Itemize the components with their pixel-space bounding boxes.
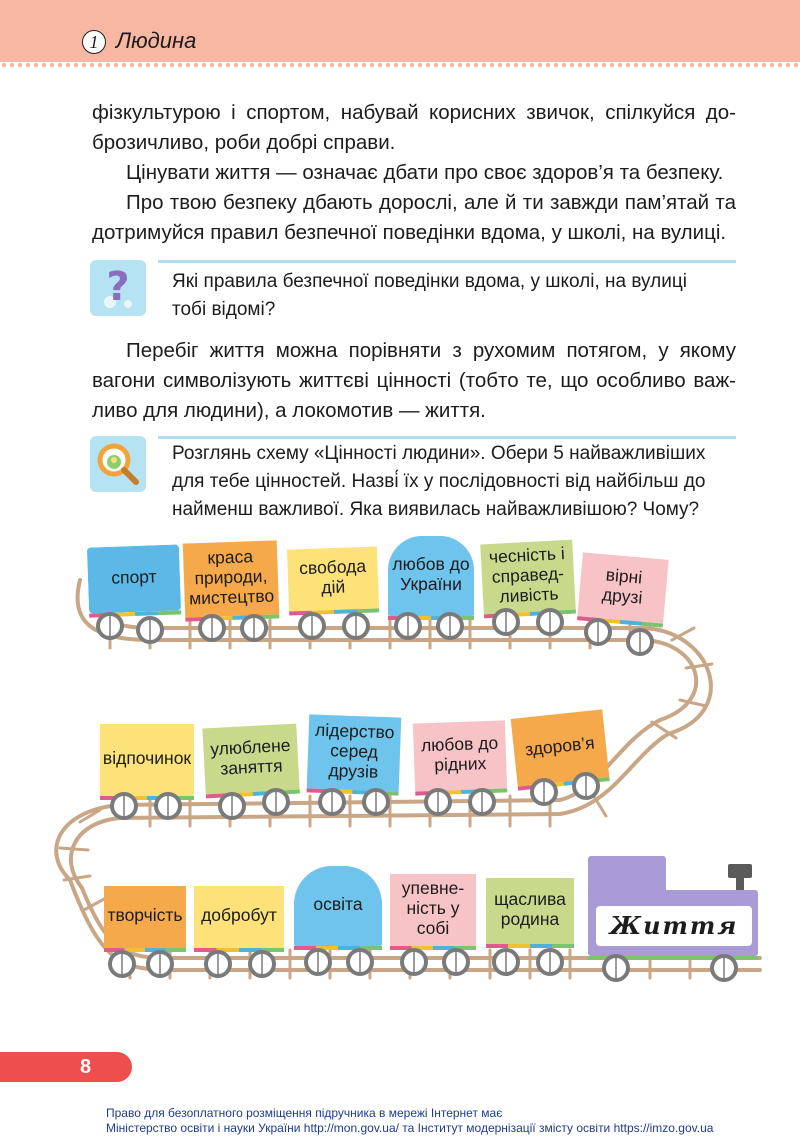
task-line: найменш важливої. Яка виявилась найважливішою? Чому? bbox=[172, 499, 700, 520]
value-label: упевне-ність у собі bbox=[401, 878, 465, 938]
footer-notice bbox=[106, 1106, 746, 1136]
footer-line: Право для безоплатного розміщення підручника в мережі Інтернет має bbox=[106, 1106, 503, 1120]
value-label: любов до України bbox=[392, 554, 470, 594]
value-label: краса природи, мистецтво bbox=[188, 546, 275, 609]
value-label: вірні друзі bbox=[601, 564, 644, 608]
task-line: тобі відомі? bbox=[172, 299, 276, 320]
intro-line: Про твою безпеку дбають дорослі, але й ти завжди пам’ятай та bbox=[126, 191, 736, 214]
task-line: для тебе цінностей. Назві́ їх у послідовності від найбільш до bbox=[172, 471, 706, 492]
train-line: вагони символізують життєві цінності (тобто те, що особливо важ- bbox=[92, 369, 736, 392]
value-label: лідерство серед друзів bbox=[314, 719, 395, 782]
task-line: Які правила безпечної поведінки вдома, у школі, на вулиці bbox=[172, 271, 687, 292]
value-label: добробут bbox=[201, 905, 277, 925]
train-line: Перебіг життя можна порівняти з рухомим потягом, у якому bbox=[126, 339, 736, 362]
task-line: Розглянь схему «Цінності людини». Обери 5 найважливіших bbox=[172, 443, 706, 464]
svg-text:?: ? bbox=[106, 264, 130, 310]
value-label: спорт bbox=[110, 566, 157, 588]
value-label: освіта bbox=[313, 894, 363, 914]
value-label: чесність і справед-ливість bbox=[488, 543, 566, 607]
chapter-number: 1 bbox=[82, 30, 106, 54]
value-label: улюблене заняття bbox=[209, 734, 291, 779]
value-label: здоров’я bbox=[524, 732, 596, 760]
intro-paragraph-2: Цінувати життя — означає дбати про своє здоров’я та безпеку. bbox=[126, 161, 724, 184]
intro-line: дотримуйся правил безпечної поведінки вдома, у школі, на вулиці. bbox=[92, 221, 727, 244]
page-number-tab bbox=[0, 1052, 132, 1082]
page-number: 8 bbox=[80, 1056, 92, 1078]
value-label: відпочинок bbox=[102, 748, 192, 768]
value-label: любов до рідних bbox=[420, 732, 499, 775]
value-label: свобода дій bbox=[298, 555, 367, 598]
chapter-title: Людина bbox=[116, 28, 197, 53]
train-line: ливо для людини), а локомотив — життя. bbox=[92, 399, 486, 422]
value-label: творчість bbox=[107, 905, 183, 925]
footer-line: Міністерство освіти і науки України http://mon.gov.ua/ та Інститут модернізації змісту освіти https://imzo.gov.ua bbox=[106, 1121, 714, 1135]
value-label: щаслива родина bbox=[494, 889, 566, 929]
locomotive-label: Життя bbox=[596, 906, 752, 946]
intro-line: брозичливо, роби добрі справи. bbox=[92, 131, 396, 154]
intro-line: фізкультурою і спортом, набувай корисних звичок, спілкуйся до- bbox=[92, 101, 736, 124]
